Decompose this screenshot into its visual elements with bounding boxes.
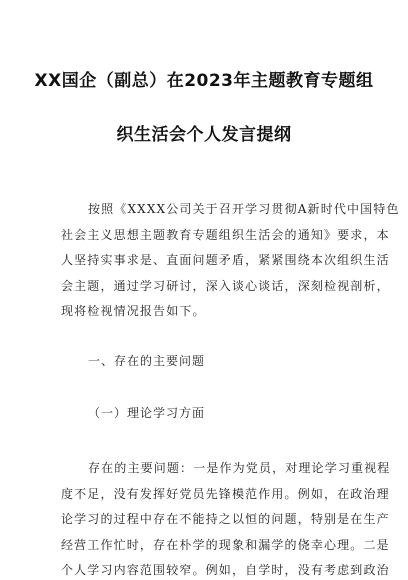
body-paragraph-line: 存在的主要问题：一是作为党员，对理论学习重视程	[88, 461, 391, 475]
section-heading: 一、存在的主要问题	[88, 354, 206, 368]
intro-paragraph-line: 会主题，通过学习研讨，深入谈心谈话，深刻检视剖析，	[61, 279, 390, 293]
body-paragraph-line: 论学习的过程中存在不能持之以恒的问题，特别是在生产	[61, 512, 390, 526]
body-paragraph-line: 经营工作忙时，存在朴学的现象和漏学的侥幸心理。二是	[61, 538, 390, 552]
subsection-heading: （一）理论学习方面	[88, 406, 206, 420]
document-title-line-1: XX国企（副总）在2023年主题教育专题组	[34, 71, 374, 91]
intro-paragraph-line: 按照《XXXX公司关于召开学习贯彻A新时代中国特色	[88, 202, 400, 216]
document-title-line-2: 织生活会个人发言提纲	[116, 125, 292, 145]
intro-paragraph-line: 现将检视情况报告如下。	[61, 304, 206, 318]
body-paragraph-line: 个人学习内容范围较窄。例如，自学时，没有考虑到政治	[61, 563, 390, 577]
body-paragraph-line: 度不足，没有发挥好党员先锋模范作用。例如，在政治理	[61, 487, 390, 501]
intro-paragraph-line: 人坚持实事求是、直面问题矛盾，紧紧围绕本次组织生活	[61, 253, 390, 267]
intro-paragraph-line: 社会主义思想主题教育专题组织生活会的通知》要求，本	[61, 228, 390, 242]
